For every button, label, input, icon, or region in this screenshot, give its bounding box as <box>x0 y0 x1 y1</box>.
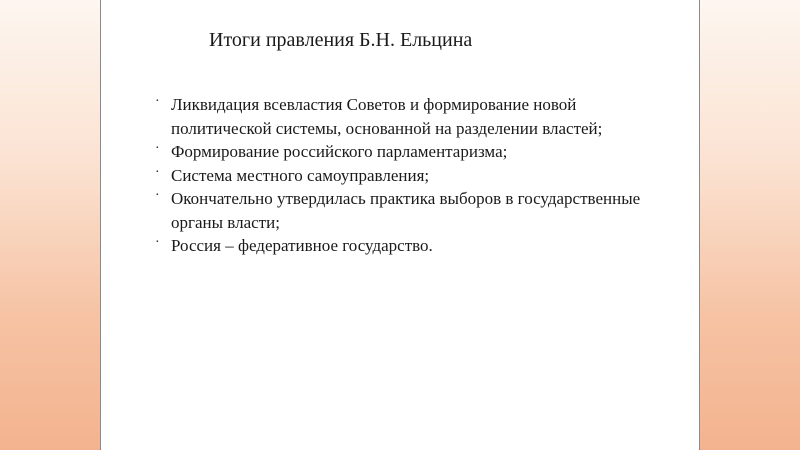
bullet-dot-icon: · <box>155 94 160 109</box>
bullet-dot-icon: · <box>155 235 160 250</box>
bullet-dot-icon: · <box>155 164 160 180</box>
bullet-text: Ликвидация всевластия Советов и формирование новой политической системы, основанной на разделении властей; <box>171 95 603 138</box>
bullet-dot-icon: · <box>155 188 160 203</box>
bullet-item <box>151 187 671 234</box>
bullet-item <box>151 164 671 188</box>
bullet-item <box>151 93 671 140</box>
slide-canvas <box>100 0 700 450</box>
bullet-text: Формирование российского парламентаризма; <box>171 142 508 161</box>
bullet-text: Окончательно утвердилась практика выборов в государственные органы власти; <box>171 189 641 232</box>
bullet-list <box>151 93 671 258</box>
bullet-text: Система местного самоуправления; <box>171 165 430 185</box>
bullet-item <box>151 140 671 164</box>
slide-title: Итоги правления Б.Н. Ельцина <box>209 29 473 51</box>
bullet-item <box>151 234 671 258</box>
bullet-dot-icon: · <box>155 141 160 156</box>
bullet-text: Россия – федеративное государство. <box>171 236 433 255</box>
